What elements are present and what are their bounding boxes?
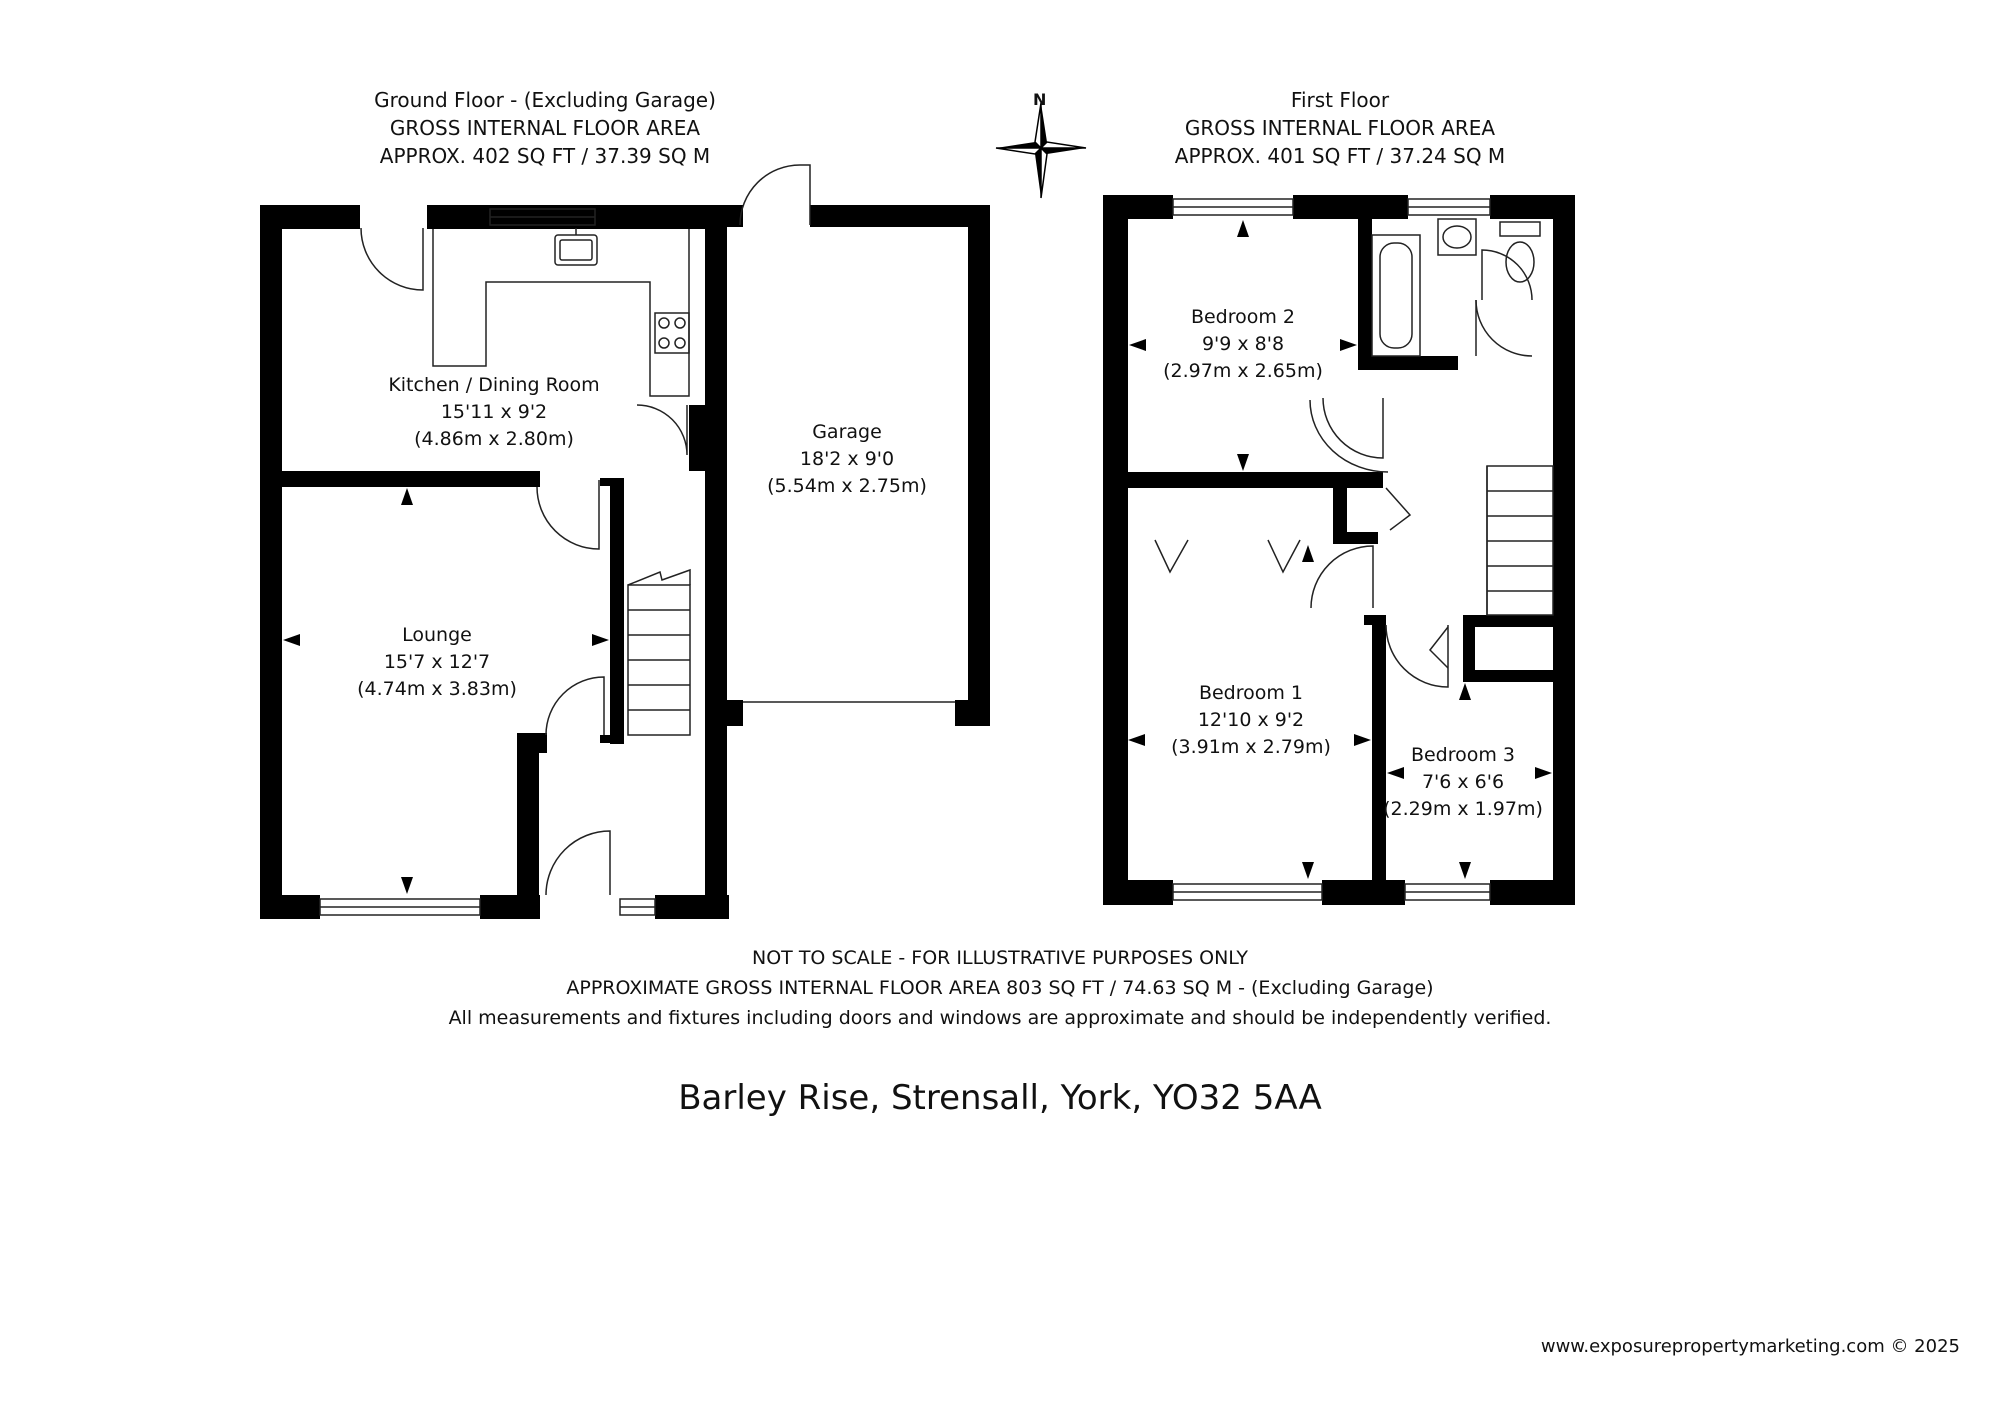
room-size-metric: (2.97m x 2.65m) [1163,360,1323,382]
room-size-imperial: 9'9 x 8'8 [1201,333,1285,355]
room-size-metric: (4.74m x 3.83m) [357,678,517,700]
room-label-garage [767,419,927,500]
room-name: Bedroom 2 [1190,306,1296,328]
disclaimer-notes [0,943,2000,1033]
room-name: Kitchen / Dining Room [388,374,600,396]
room-name: Bedroom 3 [1410,744,1516,766]
room-size-imperial: 15'11 x 9'2 [440,401,548,423]
room-size-metric: (3.91m x 2.79m) [1171,736,1331,758]
first-floor-title: First Floor [1290,88,1390,112]
room-label-lounge [357,622,517,703]
room-label-bedroom-1 [1171,680,1331,761]
ground-floor-walls [260,205,990,919]
room-size-metric: (2.29m x 1.97m) [1383,798,1543,820]
ground-floor-title: Ground Floor - (Excluding Garage) [374,88,716,112]
room-size-metric: (4.86m x 2.80m) [414,428,574,450]
room-label-bedroom-2 [1163,304,1323,385]
room-size-imperial: 12'10 x 9'2 [1197,709,1305,731]
note-approximate: All measurements and fixtures including doors and windows are approximate and should be independently verified. [448,1007,1552,1029]
ground-floor-area: APPROX. 402 SQ FT / 37.39 SQ M [379,144,711,168]
ground-floor-header [345,86,745,170]
room-name: Bedroom 1 [1198,682,1304,704]
ground-floor-area-heading: GROSS INTERNAL FLOOR AREA [389,116,701,140]
room-size-imperial: 18'2 x 9'0 [799,448,895,470]
compass-north-label: N [1033,90,1047,109]
room-name: Garage [812,421,882,443]
note-not-to-scale: NOT TO SCALE - FOR ILLUSTRATIVE PURPOSES ONLY [752,947,1248,969]
first-floor-area: APPROX. 401 SQ FT / 37.24 SQ M [1174,144,1506,168]
first-floor-area-heading: GROSS INTERNAL FLOOR AREA [1184,116,1496,140]
room-size-metric: (5.54m x 2.75m) [767,475,927,497]
compass-rose-icon [996,103,1086,198]
credit-link[interactable]: www.exposurepropertymarketing.com © 2025 [1540,1336,1960,1357]
room-name: Lounge [402,624,472,646]
first-floor-header [1140,86,1540,170]
room-size-imperial: 7'6 x 6'6 [1421,771,1505,793]
property-address: Barley Rise, Strensall, York, YO32 5AA [678,1078,1322,1118]
room-label-kitchen [388,372,599,453]
room-size-imperial: 15'7 x 12'7 [383,651,491,673]
room-label-bedroom-3 [1383,742,1543,823]
ground-floor-fixtures [320,165,955,915]
note-total-area: APPROXIMATE GROSS INTERNAL FLOOR AREA 803 SQ FT / 74.63 SQ M - (Excluding Garage) [566,977,1434,999]
